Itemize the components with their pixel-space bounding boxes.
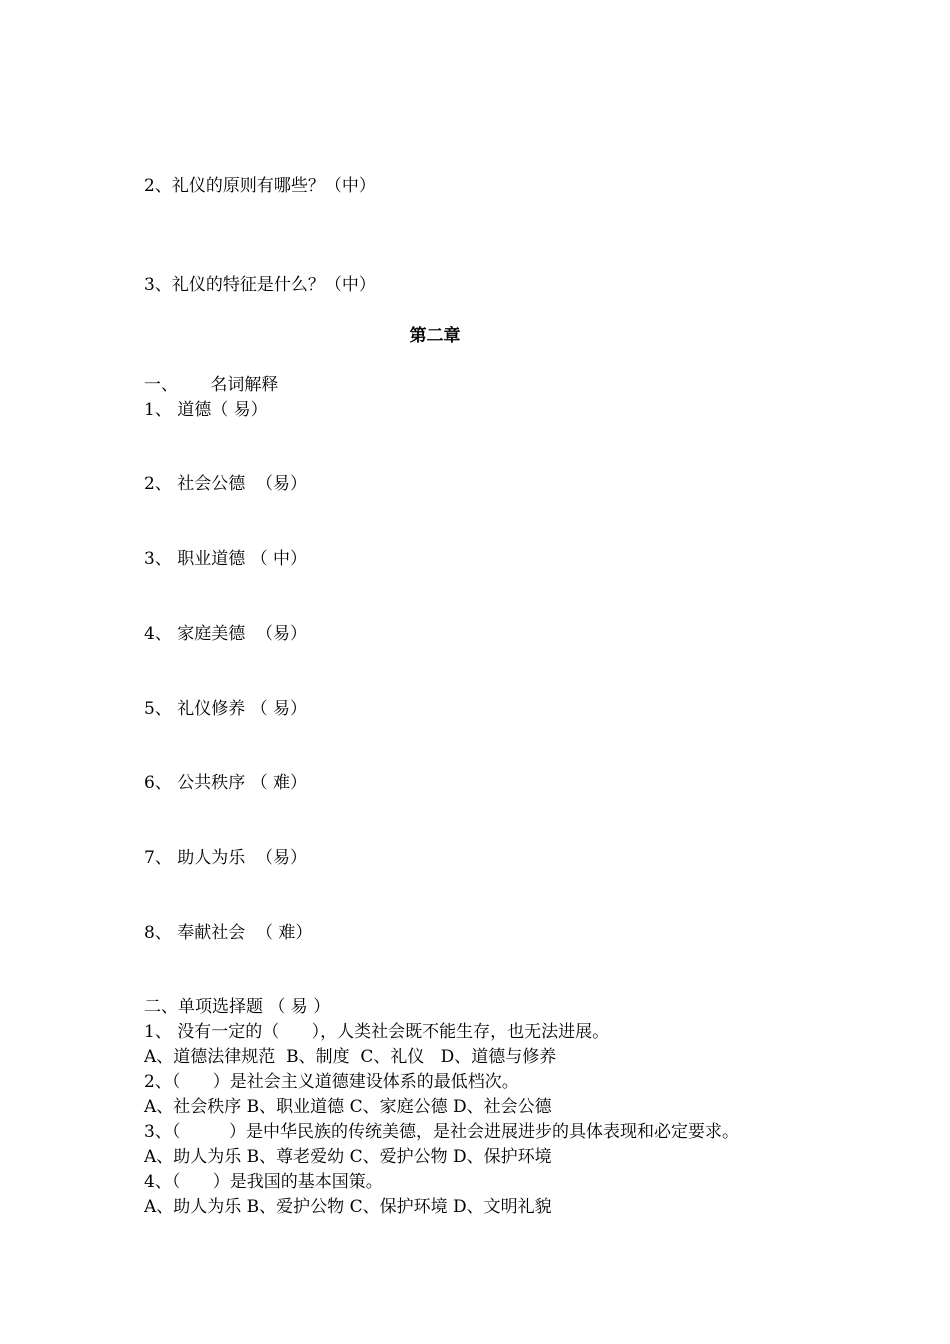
term-item: 5、 礼仪修养 （ 易） (144, 699, 308, 719)
term-item: 4、 家庭美德 （易） (144, 624, 308, 644)
term-item: 3、 职业道德 （ 中） (144, 549, 308, 569)
choice-question: 4、（ ）是我国的基本国策。 (144, 1172, 383, 1192)
term-item: 2、 社会公德 （易） (144, 474, 308, 494)
question-ch1-2: 2、礼仪的原则有哪些？（中） (144, 176, 376, 196)
section-heading-choice: 二、单项选择题 （ 易 ） (144, 997, 331, 1017)
choice-options: A、社会秩序 B、职业道德 C、家庭公德 D、社会公德 (144, 1097, 552, 1117)
choice-question: 2、（ ）是社会主义道德建设体系的最低档次。 (144, 1072, 519, 1092)
choice-question: 3、（ ）是中华民族的传统美德，是社会进展进步的具体表现和必定要求。 (144, 1122, 739, 1142)
choice-options: A、助人为乐 B、爱护公物 C、保护环境 D、文明礼貌 (144, 1197, 552, 1217)
term-item: 6、 公共秩序 （ 难） (144, 773, 308, 793)
question-ch1-3: 3、礼仪的特征是什么？（中） (144, 275, 376, 295)
choice-options: A、助人为乐 B、尊老爱幼 C、爱护公物 D、保护环境 (144, 1147, 552, 1167)
term-item: 1、 道德（ 易） (144, 400, 268, 420)
choice-question: 1、 没有一定的（ ），人类社会既不能生存，也无法进展。 (144, 1022, 610, 1042)
term-item: 7、 助人为乐 （易） (144, 848, 308, 868)
section-heading-terms: 一、 名词解释 (144, 375, 279, 395)
chapter-title: 第二章 (409, 326, 461, 346)
choice-options: A、道德法律规范 B、制度 C、礼仪 D、道德与修养 (144, 1047, 557, 1067)
term-item: 8、 奉献社会 （ 难） (144, 923, 313, 943)
